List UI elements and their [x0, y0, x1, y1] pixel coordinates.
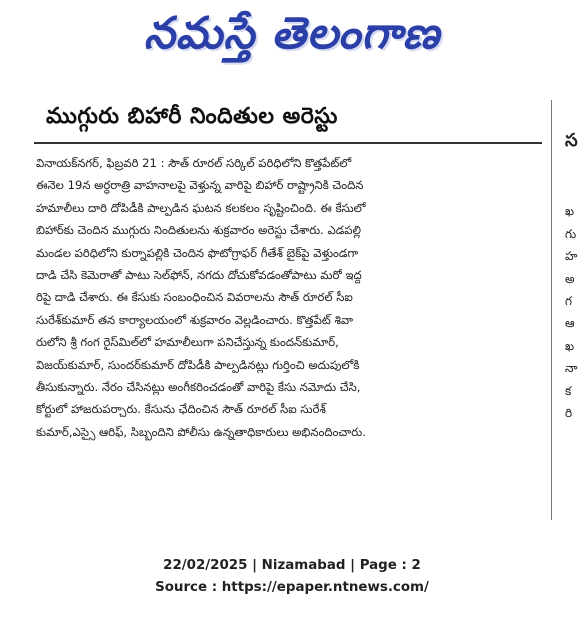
article-headline: ముగ్గురు బిహారీ నిందితుల అరెస్టు: [46, 104, 338, 129]
adjacent-line: ఖ: [565, 204, 575, 219]
article-line: వినాయక్‌నగర్, ఫిబ్రవరి 21 : సౌత్ రూరల్ సర్కిల్ పరిధిలోని కొత్తపేట్‌లో: [36, 156, 352, 170]
adjacent-headline-fragment: స: [565, 130, 578, 151]
article-line: రిపై దాడి చేశారు. ఈ కేసుకు సంబంధించిన వివరాలను సౌత్ రూరల్ సీఐ: [36, 290, 353, 305]
adjacent-line: క: [565, 383, 572, 398]
source-footer: [0, 555, 584, 599]
adjacent-line: ఖ: [565, 338, 575, 353]
column-divider: [551, 100, 552, 520]
edition-info: 22/02/2025 | Nizamabad | Page : 2: [163, 558, 421, 573]
adjacent-line: అ: [565, 271, 575, 286]
adjacent-line: నా: [565, 361, 578, 376]
article-line: కుమార్,ఎస్సై ఆరిఫ్, సిబ్బందిని పోలీసు ఉన్నతాధికారులు అభినందించారు.: [36, 424, 366, 439]
adjacent-line: హ: [565, 249, 578, 264]
article-line: హమాలీలు దారి దోపిడీకి పాల్పడిన ఘటన కలకలం సృష్టించింది. ఈ కేసులో: [36, 200, 366, 215]
article-line: దాడి చేసి కెమెరాతో పాటు సెల్‌ఫోన్, నగదు దోచుకోవడంతోపాటు మరో ఇద్ద: [36, 268, 362, 283]
article-line: కోర్టులో హాజరుపర్చారు. కేసును ఛేదించిన సౌత్ రూరల్ సీఐ సురేశ్: [36, 402, 326, 417]
article-line: ఈనెల 19న అర్ధరాత్రి వాహనాలపై వెళ్తున్న వారిపై బిహార్ రాష్ట్రానికి చెందిన: [36, 178, 364, 193]
article-line: రులోని శ్రీ గంగ రైస్‌మిల్‌లో హమాలీలుగా పనిచేస్తున్న కుందన్‌కుమార్,: [36, 335, 339, 350]
article-line: తీసుకున్నారు. నేరం చేసినట్లు అంగీకరించడంతో వారిపై కేసు నమోదు చేసి,: [36, 380, 361, 395]
adjacent-line: ఆ: [565, 316, 575, 331]
newspaper-logo: నమస్తే తెలంగాణ: [143, 8, 441, 59]
article-line: మండల పరిధిలోని కుర్నాపల్లికి చెందిన ఫొటోగ్రాఫర్ గీతేశ్ బైక్‌పై వెళ్తుండగా: [36, 245, 359, 260]
adjacent-line: గ: [565, 294, 572, 309]
article-line: బిహార్‌కు చెందిన ముగ్గురు నిందితులను శుక్రవారం అరెస్టు చేశారు. ఎడపల్లి: [36, 223, 362, 238]
adjacent-line: గు: [565, 226, 577, 241]
article-body: [36, 152, 540, 443]
headline-divider: [34, 142, 542, 144]
article-line: విజయ్‌కుమార్, సుందర్‌కుమార్ దోపిడీకి పాల్పడినట్లు గుర్తించి అదుపులోకి: [36, 357, 360, 372]
adjacent-line: రి: [565, 406, 573, 421]
news-article: [28, 104, 548, 524]
masthead: [0, 0, 584, 78]
article-line: సురేశ్‌కుమార్ తన కార్యాలయంలో శుక్రవారం వెల్లడించారు. కొత్తపేట్ శివా: [36, 312, 354, 327]
adjacent-article-fragment: [565, 130, 584, 520]
source-url: Source : https://epaper.ntnews.com/: [155, 580, 429, 595]
